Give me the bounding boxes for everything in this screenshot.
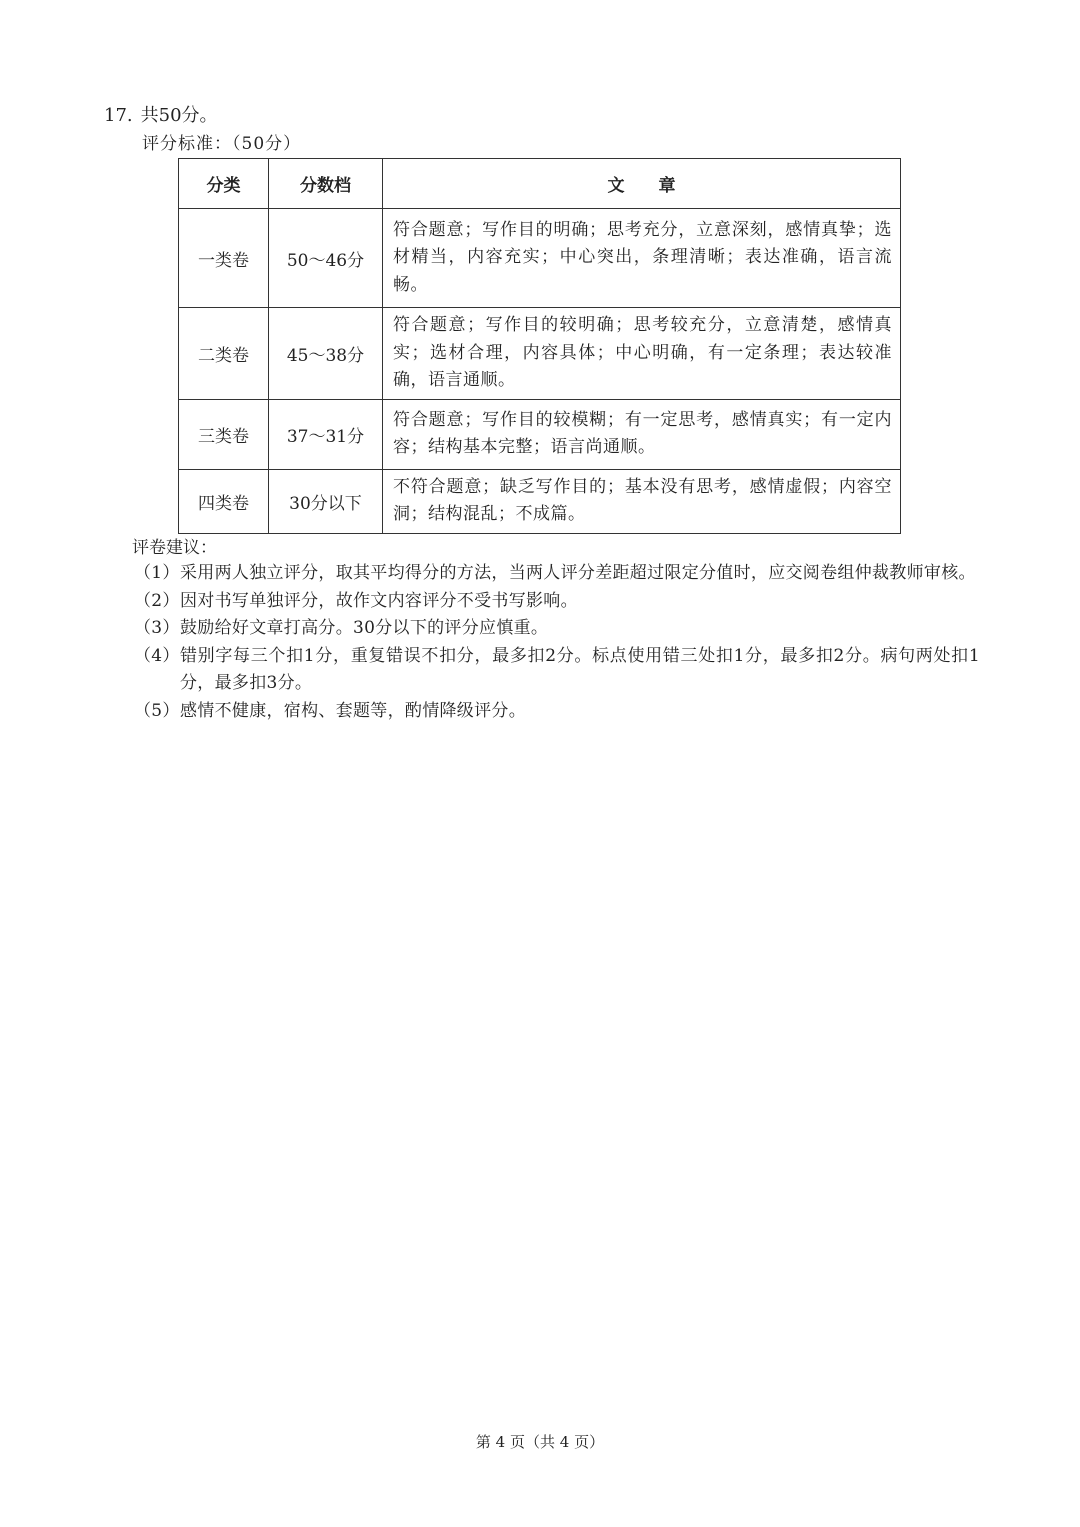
header-score: 分数档 [269, 159, 383, 209]
table-row [179, 469, 901, 533]
scoring-standard-label: 评分标准：（50分） [142, 134, 302, 154]
row-score: 50～46分 [269, 209, 383, 308]
row-score: 37～31分 [269, 399, 383, 469]
row-category: 一类卷 [179, 209, 269, 308]
table-row [179, 209, 901, 308]
advice-text: 错别字每三个扣1分，重复错误不扣分，最多扣2分。标点使用错三处扣1分，最多扣2分。病句两处扣1分，最多扣3分。 [180, 645, 980, 693]
table-row [179, 399, 901, 469]
advice-index: （4） [134, 645, 180, 666]
advice-list [134, 560, 980, 725]
row-description: 不符合题意；缺乏写作目的；基本没有思考，感情虚假；内容空洞；结构混乱；不成篇。 [383, 469, 901, 533]
advice-title: 评卷建议： [132, 538, 217, 558]
advice-text: 因对书写单独评分，故作文内容评分不受书写影响。 [180, 590, 578, 611]
header-article: 文 章 [383, 159, 901, 209]
question-header [104, 103, 218, 129]
row-category: 三类卷 [179, 399, 269, 469]
row-category: 二类卷 [179, 308, 269, 400]
advice-index: （1） [134, 563, 180, 583]
row-category: 四类卷 [179, 469, 269, 533]
row-score: 30分以下 [269, 469, 383, 533]
advice-text: 鼓励给好文章打高分。30分以下的评分应慎重。 [180, 618, 549, 638]
table-row [179, 308, 901, 400]
advice-text: 采用两人独立评分，取其平均得分的方法，当两人评分差距超过限定分值时，应交阅卷组仲裁教师审核。 [180, 563, 976, 583]
question-total: 共50分。 [140, 105, 218, 126]
advice-index: （3） [134, 618, 180, 638]
row-score: 45～38分 [269, 308, 383, 400]
page-footer: 第 4 页（共 4 页） [475, 1433, 605, 1451]
question-number: 17. [104, 105, 133, 126]
advice-index: （5） [134, 700, 180, 721]
list-item [134, 698, 980, 726]
list-item [134, 643, 980, 698]
rubric-header-row [179, 159, 901, 209]
row-description: 符合题意；写作目的较明确；思考较充分，立意清楚，感情真实；选材合理，内容具体；中心明确，有一定条理；表达较准确，语言通顺。 [383, 308, 901, 400]
list-item [134, 560, 980, 588]
row-description: 符合题意；写作目的较模糊；有一定思考，感情真实；有一定内容；结构基本完整；语言尚通顺。 [383, 399, 901, 469]
rubric-table [178, 158, 901, 534]
advice-index: （2） [134, 590, 180, 611]
list-item [134, 615, 980, 643]
row-description: 符合题意；写作目的明确；思考充分，立意深刻，感情真挚；选材精当，内容充实；中心突出，条理清晰；表达准确，语言流畅。 [383, 209, 901, 308]
list-item [134, 588, 980, 616]
advice-text: 感情不健康，宿构、套题等，酌情降级评分。 [180, 700, 526, 721]
header-category: 分类 [179, 159, 269, 209]
